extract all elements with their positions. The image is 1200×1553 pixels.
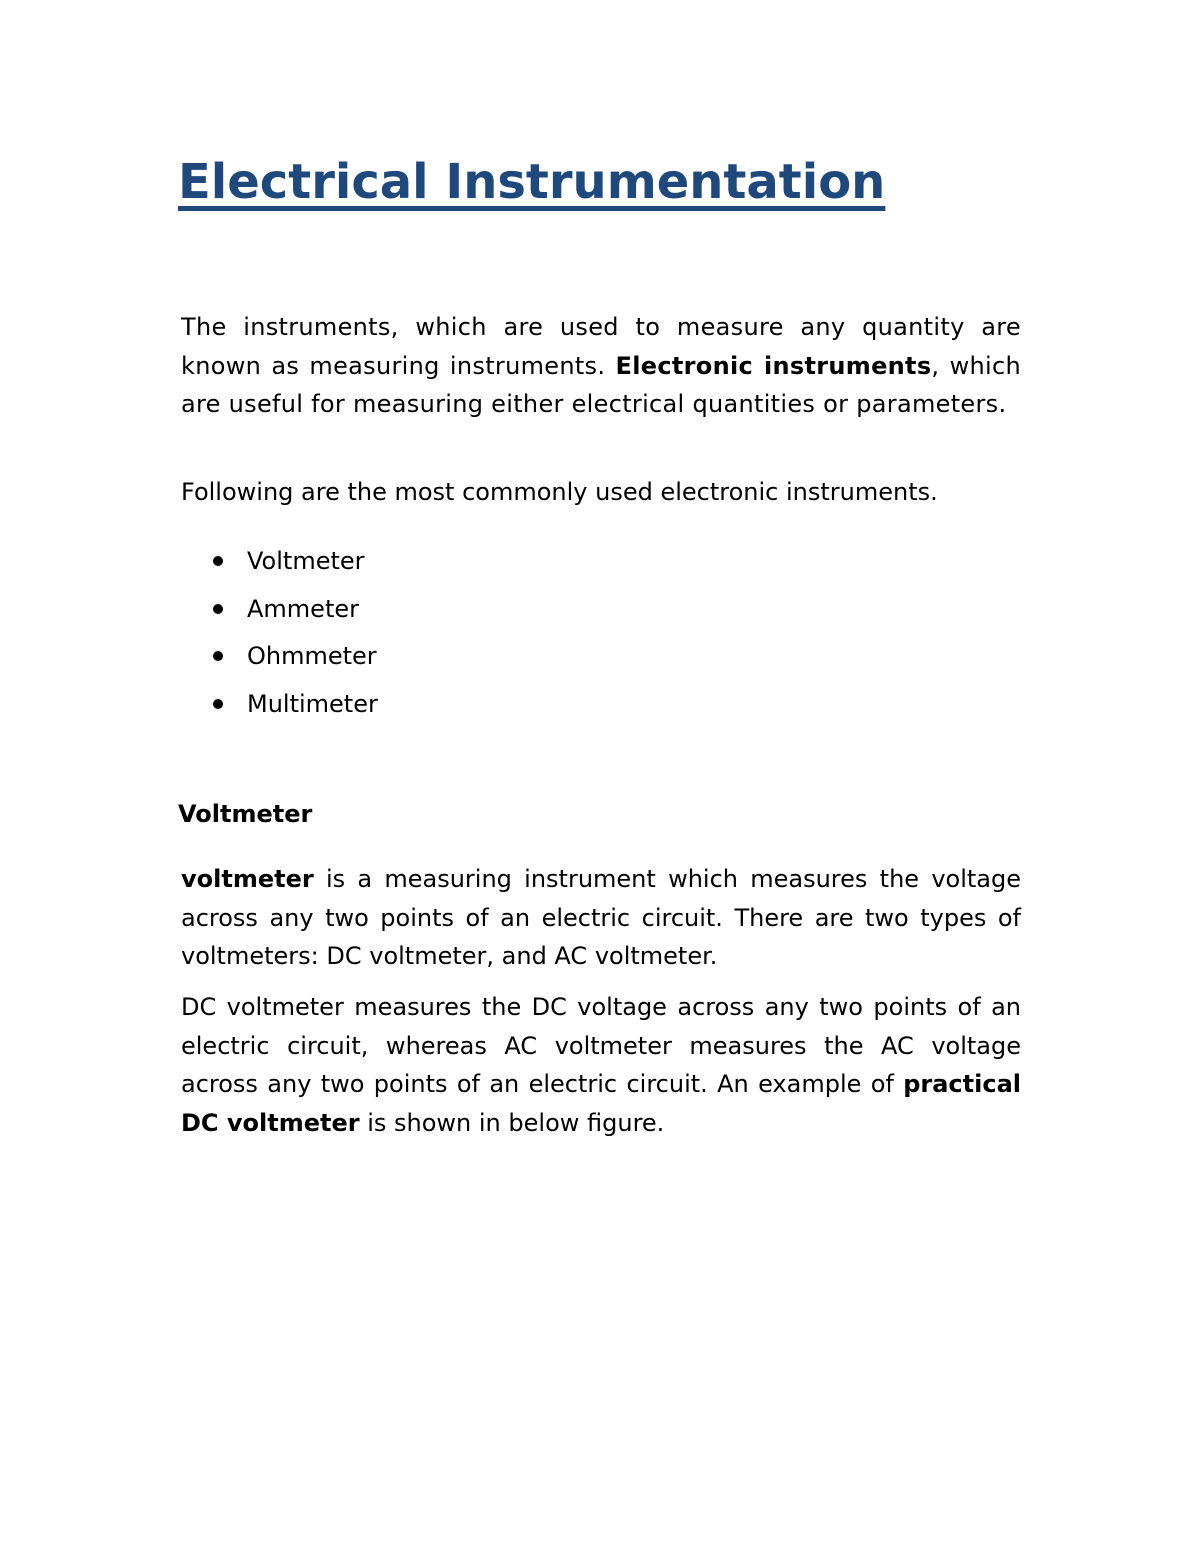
intro-paragraph (181, 308, 1021, 424)
list-item-label: Multimeter (247, 689, 378, 718)
list-item-label: Ohmmeter (247, 642, 377, 670)
list-item-label: Ammeter (247, 594, 359, 623)
bullet-icon (213, 699, 223, 709)
document-title: Electrical Instrumentation (178, 154, 886, 210)
bullet-icon (213, 556, 223, 566)
instrument-list (181, 538, 378, 728)
intro-text-start: The instruments, which are used to measure any quantity are known as measuring instruments. (181, 313, 1021, 380)
list-item (181, 586, 378, 634)
list-item (181, 681, 378, 729)
dc-voltmeter-bold-term: practical DC voltmeter (181, 1070, 1021, 1137)
list-item-label: Voltmeter (247, 547, 365, 575)
voltmeter-paragraph (181, 860, 1021, 976)
dc-ac-paragraph (181, 988, 1021, 1142)
bullet-icon (213, 604, 223, 614)
dc-ac-text-end: is shown in below figure. (359, 1108, 665, 1137)
dc-ac-text-start: DC voltmeter measures the DC voltage across any two points of an electric circuit, whereas AC voltmeter measures the AC voltage across any two points of an electric circuit. An example of (181, 993, 1021, 1098)
list-item (181, 538, 378, 586)
intro-text-end: , which are useful for measuring either electrical quantities or parameters. (181, 351, 1021, 418)
intro-bold-term: Electronic instruments (615, 351, 932, 380)
section-heading: Voltmeter (178, 800, 313, 828)
following-paragraph: Following are the most commonly used electronic instruments. (181, 478, 938, 506)
bullet-icon (213, 651, 223, 661)
voltmeter-bold-term: voltmeter (181, 865, 314, 893)
list-item (181, 633, 378, 681)
voltmeter-text: is a measuring instrument which measures the voltage across any two points of an electric circuit. There are two types of voltmeters: DC voltmeter, and AC voltmeter. (181, 865, 1021, 970)
